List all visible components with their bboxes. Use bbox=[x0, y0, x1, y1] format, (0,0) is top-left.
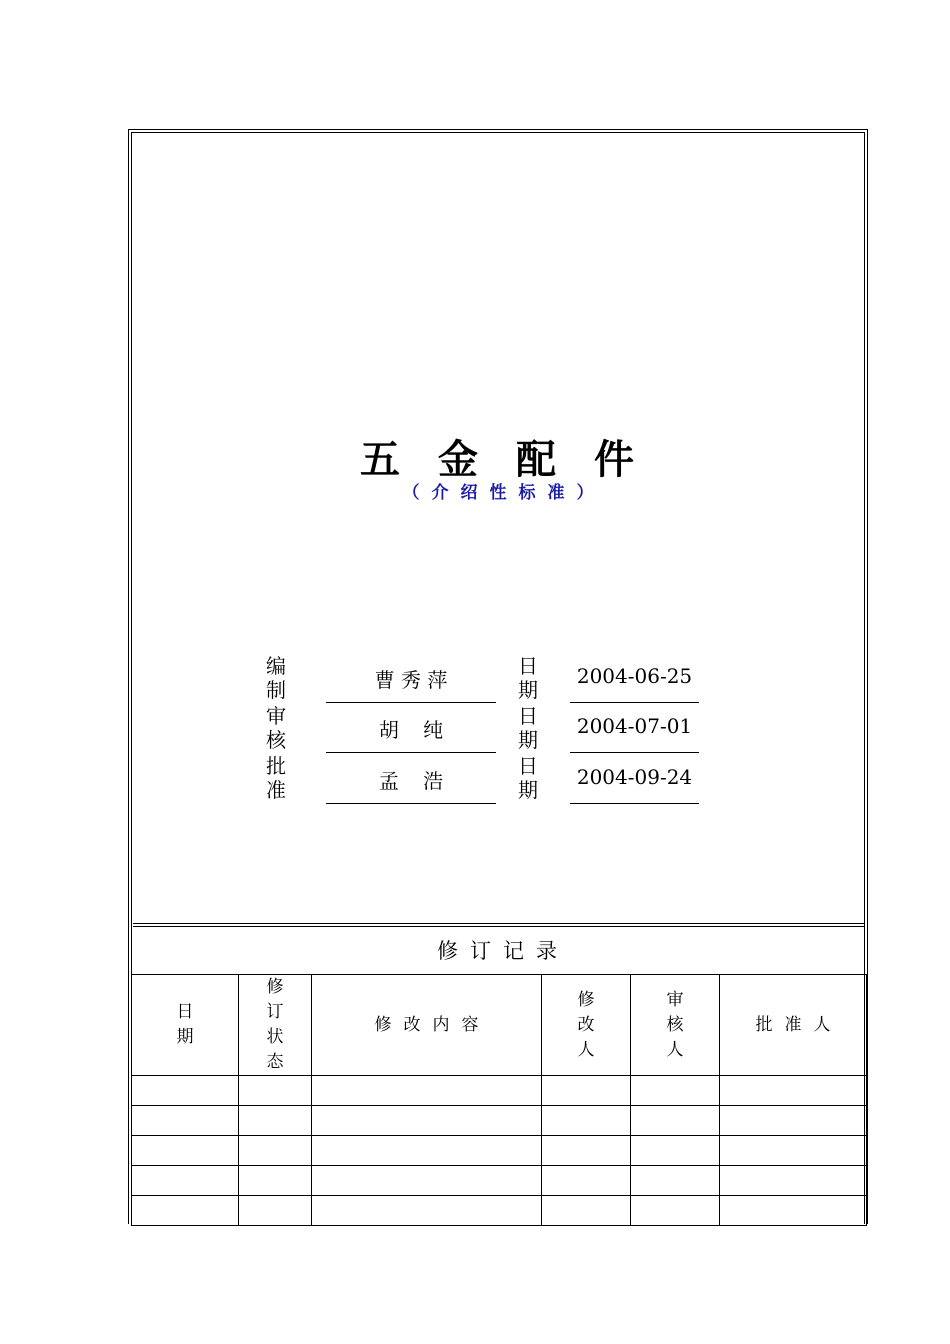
approved-by-name: 孟 浩 bbox=[378, 769, 444, 793]
table-cell bbox=[720, 1196, 867, 1226]
subtitle-char: 绍 bbox=[460, 483, 478, 503]
revision-title-char: 记 bbox=[503, 939, 526, 963]
table-cell bbox=[631, 1136, 720, 1166]
reviewed-by-label: 审核 bbox=[266, 704, 286, 752]
table-cell bbox=[239, 1106, 312, 1136]
table-cell bbox=[239, 1196, 312, 1226]
table-cell bbox=[312, 1196, 542, 1226]
revision-title-char: 录 bbox=[536, 939, 559, 963]
reviewed-date-label: 日期 bbox=[518, 704, 538, 752]
header-date: 日期 bbox=[132, 975, 239, 1076]
table-cell bbox=[312, 1106, 542, 1136]
table-cell bbox=[631, 1166, 720, 1196]
subtitle-char: 性 bbox=[489, 483, 507, 503]
header-reviewer: 审核人 bbox=[631, 975, 720, 1076]
table-cell bbox=[631, 1196, 720, 1226]
approved-date-label: 日期 bbox=[518, 754, 538, 802]
subtitle-char: （ bbox=[402, 483, 420, 503]
revision-title-char: 修 bbox=[437, 939, 460, 963]
table-cell bbox=[631, 1106, 720, 1136]
header-approver: 批 准 人 bbox=[720, 975, 867, 1076]
approved-date-underline bbox=[570, 803, 699, 804]
table-cell bbox=[312, 1166, 542, 1196]
compiled-date-underline bbox=[570, 702, 699, 703]
subtitle-char: ） bbox=[576, 483, 594, 503]
table-cell bbox=[312, 1076, 542, 1106]
revision-record-title bbox=[131, 935, 865, 965]
approved-date-value: 2004-09-24 bbox=[576, 765, 693, 789]
table-row bbox=[132, 1076, 867, 1106]
table-cell bbox=[312, 1136, 542, 1166]
reviewed-by-name: 胡 纯 bbox=[378, 718, 444, 742]
table-row bbox=[132, 1136, 867, 1166]
table-cell bbox=[239, 1136, 312, 1166]
compiled-by-label: 编制 bbox=[266, 654, 286, 702]
table-row bbox=[132, 1196, 867, 1226]
table-cell bbox=[720, 1166, 867, 1196]
table-cell bbox=[631, 1076, 720, 1106]
table-cell bbox=[720, 1076, 867, 1106]
reviewed-by-underline bbox=[326, 752, 496, 753]
subtitle-char: 标 bbox=[518, 483, 536, 503]
compiled-by-underline bbox=[326, 702, 496, 703]
table-cell bbox=[542, 1166, 631, 1196]
title-char: 配 bbox=[516, 437, 558, 483]
subtitle-char: 介 bbox=[431, 483, 449, 503]
compiled-date-label: 日期 bbox=[518, 654, 538, 702]
table-cell bbox=[132, 1106, 239, 1136]
header-change-content: 修 改 内 容 bbox=[312, 975, 542, 1076]
table-cell bbox=[239, 1166, 312, 1196]
table-cell bbox=[542, 1136, 631, 1166]
table-cell bbox=[132, 1136, 239, 1166]
revision-table bbox=[131, 974, 867, 1226]
compiled-date-value: 2004-06-25 bbox=[576, 664, 693, 688]
approved-by-underline bbox=[326, 803, 496, 804]
revision-header-row bbox=[132, 975, 867, 1076]
table-cell bbox=[720, 1106, 867, 1136]
document-subtitle bbox=[131, 478, 865, 503]
table-cell bbox=[132, 1166, 239, 1196]
table-cell bbox=[132, 1076, 239, 1106]
section-divider bbox=[133, 923, 864, 924]
header-revision-status: 修订状态 bbox=[239, 975, 312, 1076]
table-row bbox=[132, 1106, 867, 1136]
title-char: 金 bbox=[438, 437, 480, 483]
document-title bbox=[131, 428, 865, 485]
compiled-by-name: 曹 秀 萍 bbox=[374, 668, 448, 692]
table-cell bbox=[132, 1196, 239, 1226]
table-cell bbox=[542, 1076, 631, 1106]
table-row bbox=[132, 1166, 867, 1196]
table-cell bbox=[239, 1076, 312, 1106]
table-cell bbox=[542, 1196, 631, 1226]
header-modifier: 修改人 bbox=[542, 975, 631, 1076]
title-char: 件 bbox=[594, 437, 636, 483]
reviewed-date-value: 2004-07-01 bbox=[576, 714, 693, 738]
approved-by-label: 批准 bbox=[266, 754, 286, 802]
section-divider bbox=[133, 926, 864, 927]
subtitle-char: 准 bbox=[547, 483, 565, 503]
reviewed-date-underline bbox=[570, 752, 699, 753]
revision-title-char: 订 bbox=[470, 939, 493, 963]
table-cell bbox=[720, 1136, 867, 1166]
title-char: 五 bbox=[360, 437, 402, 483]
table-cell bbox=[542, 1106, 631, 1136]
